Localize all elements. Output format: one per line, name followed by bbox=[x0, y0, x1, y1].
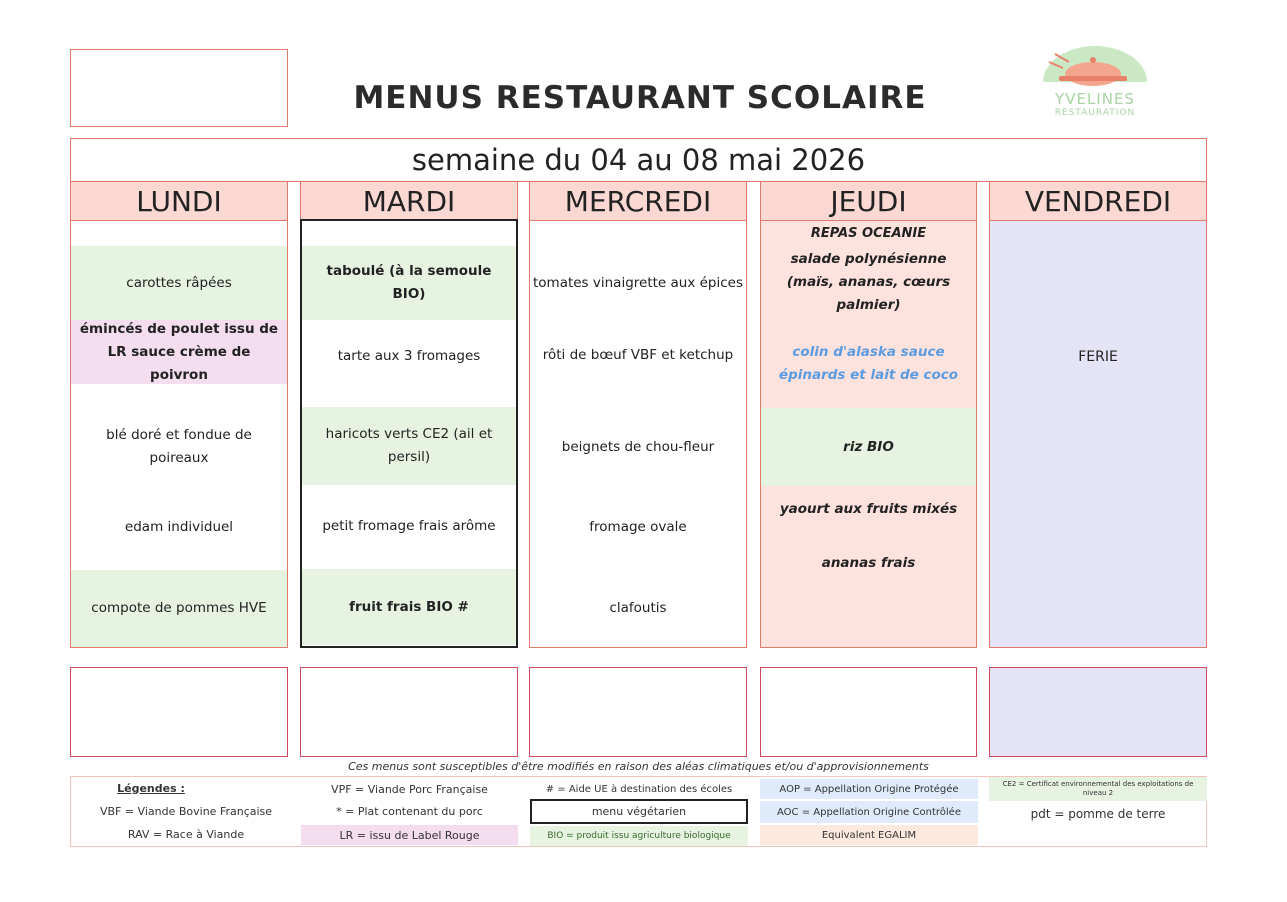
logo-subtitle: RESTAURATION bbox=[1054, 108, 1136, 118]
day-header: MERCREDI bbox=[530, 182, 746, 221]
top-left-empty-box bbox=[70, 49, 288, 127]
menu-item-dessert: clafoutis bbox=[609, 600, 667, 616]
legend-vpf: VPF = Viande Porc Française bbox=[331, 782, 488, 796]
legend-pdt: pdt = pomme de terre bbox=[1030, 807, 1166, 821]
legend-label-rouge: LR = issu de Label Rouge bbox=[301, 825, 518, 845]
legend-aide-ue: # = Aide UE à destination des écoles bbox=[545, 783, 733, 795]
menu-item-starter: taboulé (à la semoule BIO) bbox=[302, 246, 516, 320]
day-header: LUNDI bbox=[71, 182, 287, 221]
legend-vbf: VBF = Viande Bovine Française bbox=[99, 804, 273, 818]
day-column-lundi bbox=[70, 181, 288, 648]
day-column-jeudi bbox=[760, 181, 977, 648]
note-box-mercredi bbox=[529, 667, 747, 757]
note-box-vendredi bbox=[989, 667, 1207, 757]
vegetarian-menu-frame bbox=[300, 219, 518, 648]
yvelines-restauration-logo bbox=[1035, 40, 1155, 120]
legend-title: Légendes : bbox=[117, 781, 185, 795]
note-box-lundi bbox=[70, 667, 288, 757]
legend-egalim: Equivalent EGALIM bbox=[760, 825, 978, 845]
menu-item-cheese: petit fromage frais arôme bbox=[322, 517, 496, 534]
menu-item-main: rôti de bœuf VBF et ketchup bbox=[542, 346, 734, 363]
theme-label: REPAS OCEANIE bbox=[761, 221, 976, 245]
menu-item-starter: salade polynésienne (maïs, ananas, cœurs palmier) bbox=[761, 245, 976, 320]
menu-item-main: tarte aux 3 fromages bbox=[337, 347, 481, 364]
menu-item-side: beignets de chou-fleur bbox=[561, 438, 715, 455]
legend-bio: BIO = produit issu agriculture biologique bbox=[530, 826, 748, 846]
menu-item-cheese: yaourt aux fruits mixés bbox=[761, 486, 976, 532]
legend bbox=[70, 776, 1207, 847]
week-banner: semaine du 04 au 08 mai 2026 bbox=[70, 138, 1207, 182]
menu-item-side: blé doré et fondue de poireaux bbox=[106, 427, 252, 466]
menu-item-main: colin d'alaska sauce épinards et lait de coco bbox=[761, 320, 976, 408]
menu-item-starter: tomates vinaigrette aux épices bbox=[532, 274, 744, 291]
menu-item-starter: carottes râpées bbox=[71, 246, 287, 320]
legend-aop: AOP = Appellation Origine Protégée bbox=[760, 779, 978, 799]
menu-item-dessert: compote de pommes HVE bbox=[71, 570, 287, 647]
legend-ce2: CE2 = Certificat environnemental des exploitations de niveau 2 bbox=[989, 777, 1207, 801]
note-box-mardi bbox=[300, 667, 518, 757]
day-header: MARDI bbox=[301, 182, 517, 221]
menu-item-main: émincés de poulet issu de LR sauce crème de poivron bbox=[71, 320, 287, 384]
logo-title: YVELINES bbox=[1055, 90, 1135, 108]
day-header: VENDREDI bbox=[990, 182, 1206, 221]
legend-aoc: AOC = Appellation Origine Contrôlée bbox=[760, 801, 978, 823]
menu-item-cheese: edam individuel bbox=[124, 518, 234, 535]
disclaimer: Ces menus sont susceptibles d'être modifiés en raison des aléas climatiques et/ou d'approvisionnements bbox=[348, 760, 929, 773]
holiday-label: FERIE bbox=[990, 221, 1206, 647]
day-column-mercredi bbox=[529, 181, 747, 648]
legend-rav: RAV = Race à Viande bbox=[127, 827, 245, 841]
menu-item-side: riz BIO bbox=[761, 408, 976, 486]
menu-item-cheese: fromage ovale bbox=[589, 518, 687, 535]
note-box-jeudi bbox=[760, 667, 977, 757]
legend-porc: * = Plat contenant du porc bbox=[336, 804, 483, 818]
day-column-vendredi bbox=[989, 181, 1207, 648]
day-header: JEUDI bbox=[761, 182, 976, 221]
legend-vegetarian: menu végétarien bbox=[530, 799, 748, 824]
menu-item-dessert: fruit frais BIO # bbox=[302, 569, 516, 645]
page-title: MENUS RESTAURANT SCOLAIRE bbox=[353, 80, 927, 116]
menu-item-dessert: ananas frais bbox=[761, 532, 976, 647]
menu-item-side: haricots verts CE2 (ail et persil) bbox=[302, 407, 516, 485]
